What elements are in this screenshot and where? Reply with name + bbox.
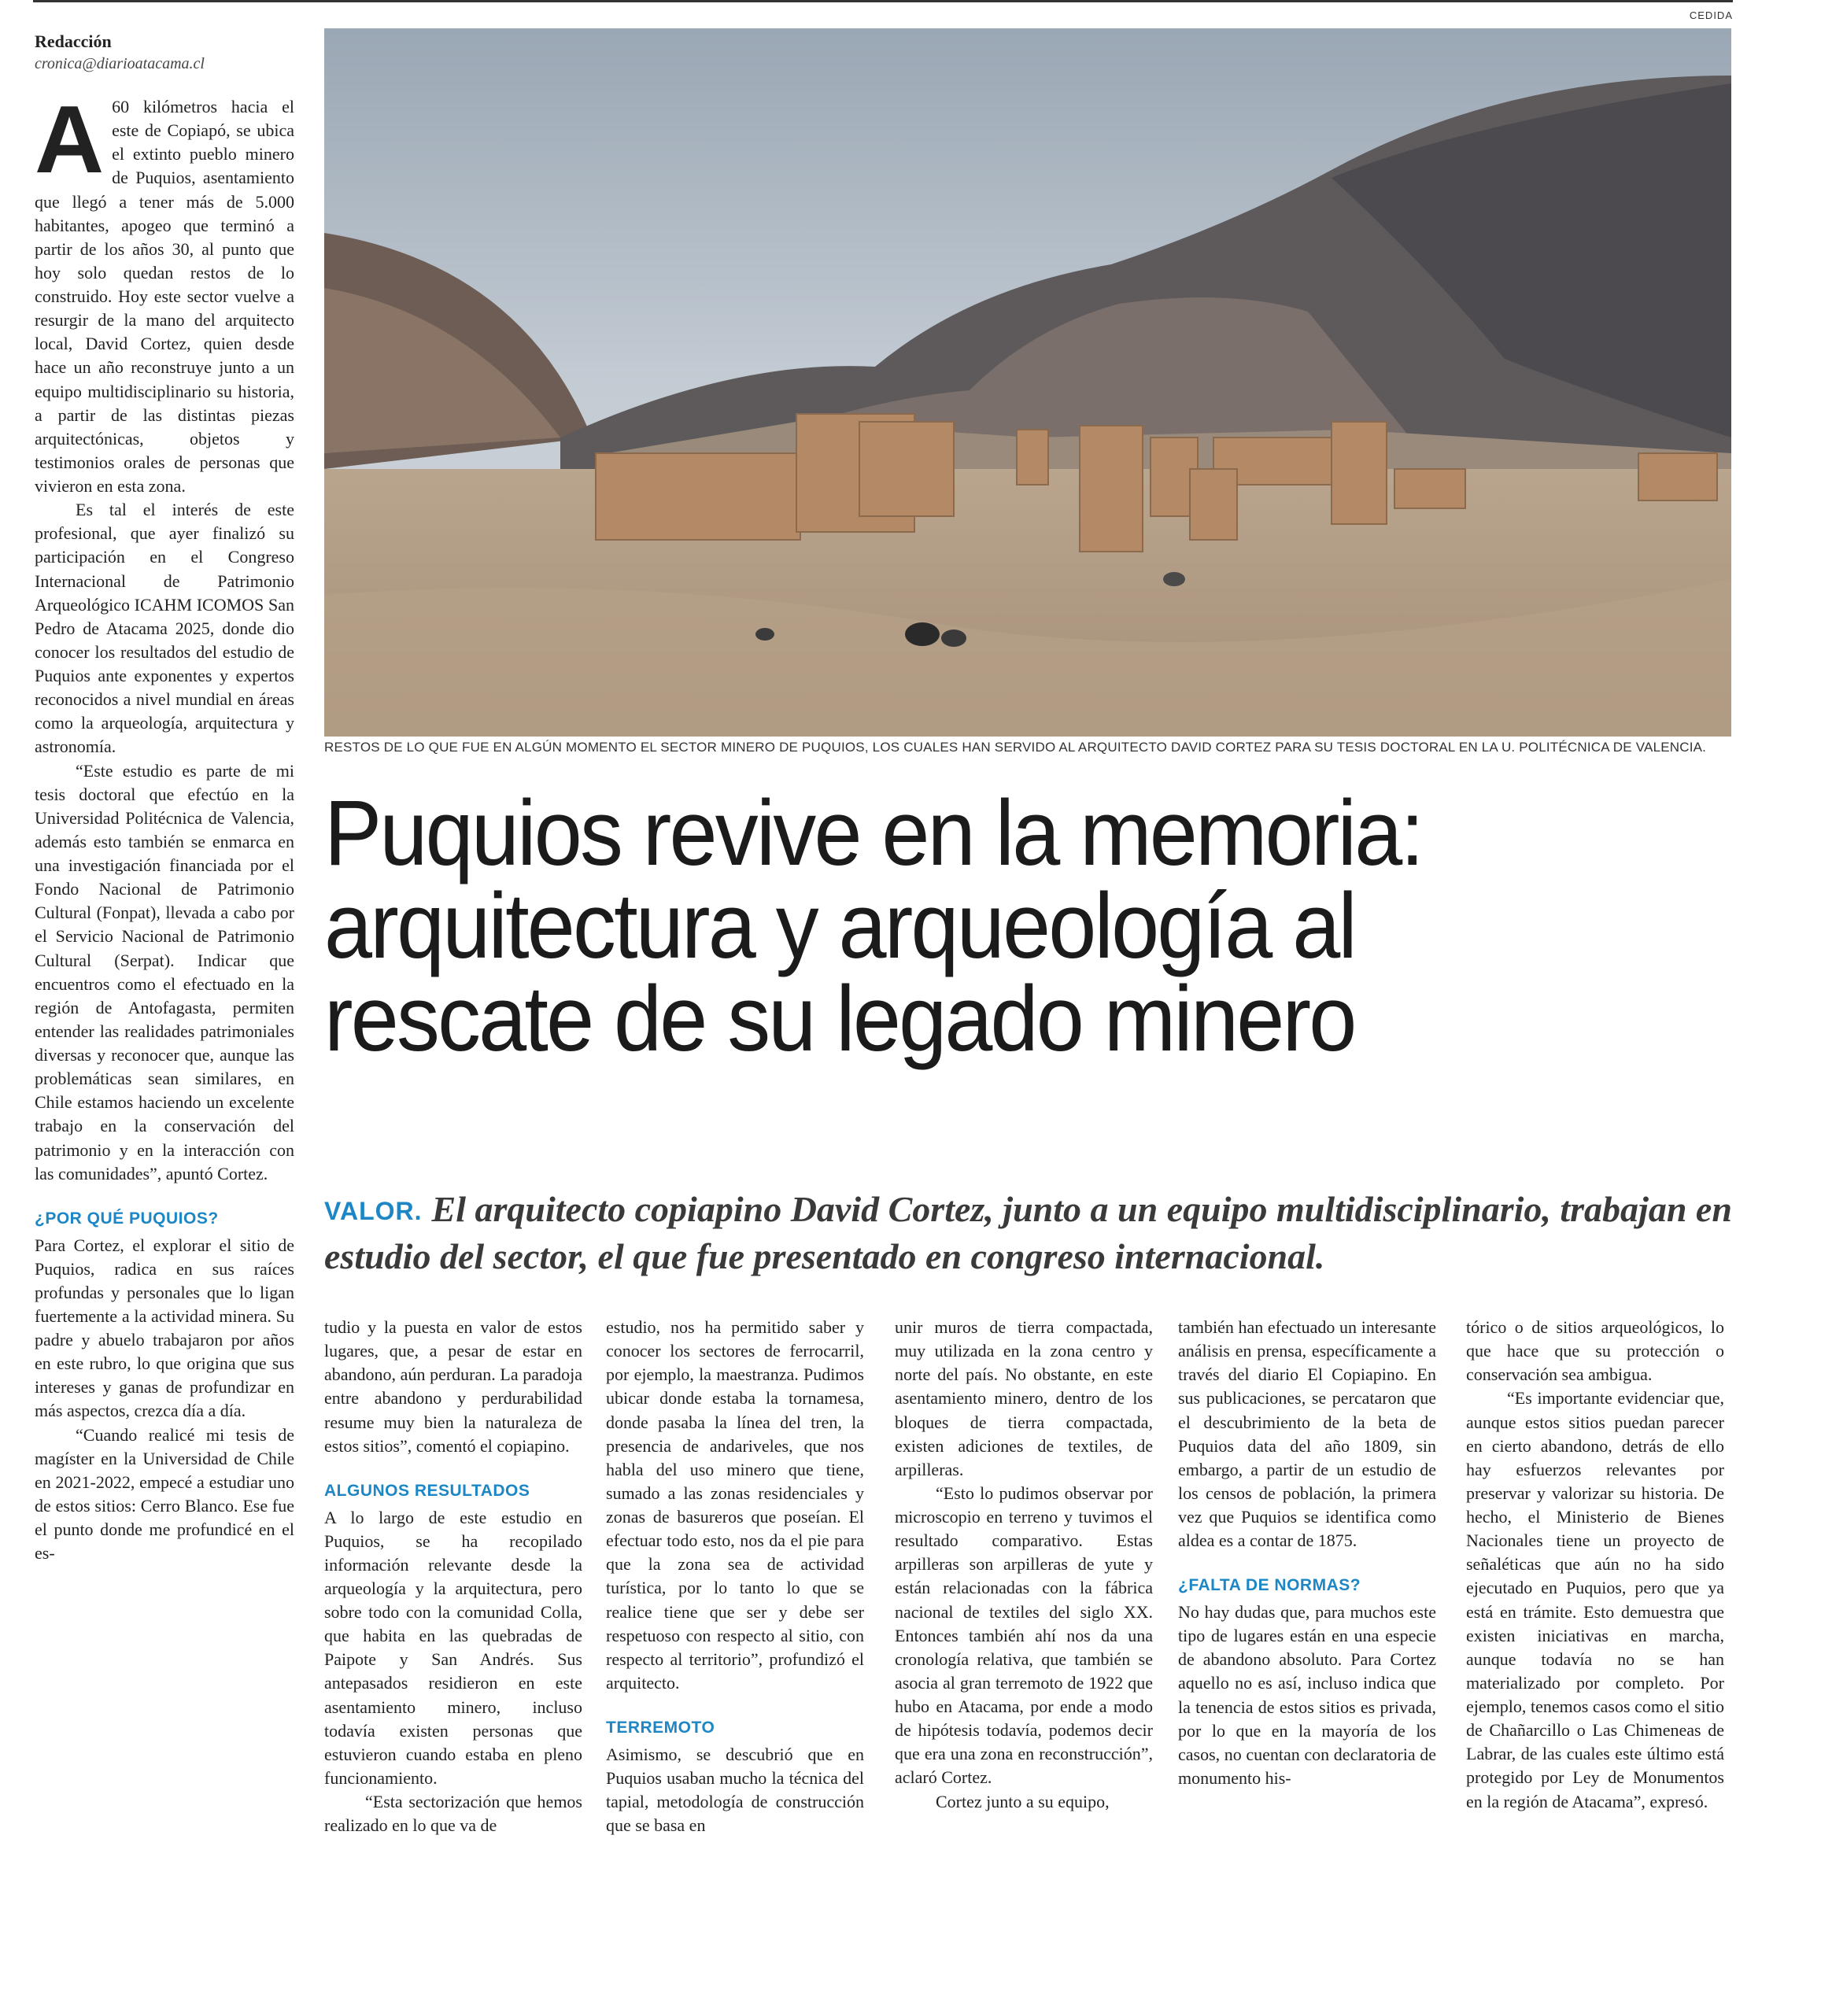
- subhead-por-que-puquios: ¿POR QUÉ PUQUIOS?: [35, 1209, 219, 1228]
- article-column-5: [1178, 1316, 1436, 1790]
- byline-author: Redacción: [35, 31, 112, 51]
- paragraph: Cortez junto a su equipo,: [936, 1791, 1110, 1811]
- paragraph: Asimismo, se descubrió que en Puquios usaban mucho la técnica del tapial, metodología de construcción que se basa en: [606, 1744, 864, 1836]
- subhead-algunos-resultados: ALGUNOS RESULTADOS: [324, 1481, 530, 1500]
- article-column-6: [1466, 1316, 1724, 1814]
- article-column-1: [35, 86, 294, 1565]
- paragraph: “Cuando realicé mi tesis de magíster en la Universidad de Chile en 2021-2022, empecé a estudiar uno de estos sitios: Cerro Blanco. Ese fue el punto donde me profundicé en el es-: [35, 1424, 294, 1564]
- byline-email[interactable]: cronica@diarioatacama.cl: [35, 55, 205, 72]
- paragraph: estudio, nos ha permitido saber y conocer los sectores de ferrocarril, por ejemplo, la maestranza. Pudimos ubicar donde estaba la tornamesa, donde pasaba la línea del tren, la presencia de andariveles, que nos habla del uso minero que tiene, sumado a las zonas residenciales y zonas de basureros que poseían. El efectuar todo esto, nos da el pie para que la zona sea de actividad turística, por lo tanto lo que se realice tiene que ser y debe ser respetuoso con respecto al sitio, con respecto al territorio”, profundizó el arquitecto.: [606, 1317, 864, 1693]
- lead-paragraph: [35, 86, 294, 498]
- headline-line-3: rescate de su legado minero: [324, 967, 1355, 1071]
- article-column-3: [606, 1316, 864, 1837]
- paragraph: “Esta sectorización que hemos realizado en lo que va de: [324, 1792, 582, 1836]
- deck-text: El arquitecto copiapino David Cortez, junto a un equipo multidisciplinario, trabajan en estudio del sector, el que fue presentado en congreso internacional.: [324, 1189, 1732, 1276]
- headline-line-2: arquitectura y arqueología al: [324, 874, 1356, 978]
- article-column-2: [324, 1316, 582, 1837]
- drop-cap: A: [35, 86, 105, 193]
- paragraph: tudio y la puesta en valor de estos lugares, que, a pesar de estar en abandono, aún perduran. La paradoja entre abandono y perdurabilidad resume muy bien la naturaleza de estos sitios”, comentó el copiapino.: [324, 1317, 582, 1456]
- lead-text: 60 kilómetros hacia el este de Copiapó, se ubica el extinto pueblo minero de Puquios, asentamiento que llegó a tener más de 5.000 habitantes, apogeo que terminó a partir de los años 30, al punto que hoy solo quedan restos de lo construido. Hoy este sector vuelve a resurgir de la mano del arquitecto local, David Cortez, quien desde hace un año reconstruye junto a un equipo multidisciplinario su historia, a partir de las distintas piezas arquitectónicas, objetos y testimonios orales de personas que vivieron en esta zona.: [35, 97, 294, 496]
- paragraph: unir muros de tierra compactada, muy utilizada en la zona centro y norte del país. No obstante, en este asentamiento minero, dentro de los bloques de tierra compactada, existen adiciones de textiles, de arpilleras.: [895, 1317, 1153, 1479]
- paragraph: “Este estudio es parte de mi tesis doctoral que efectúo en la Universidad Politécnica de Valencia, además esto también se enmarca en una investigación financiada por el Fondo Nacional de Patrimonio Cultural (Fonpat), llevada a cabo por el Servicio Nacional de Patrimonio Cultural (Serpat). Indicar que encuentros como el efectuado en la región de Antofagasta, permiten entender las realidades patrimoniales diversas y reconocer que, aunque las problemáticas sean similares, en Chile estamos haciendo un excelente trabajo en la conservación del patrimonio y en la interacción con las comunidades”, apuntó Cortez.: [35, 760, 294, 1183]
- photo-credit: CEDIDA: [1689, 9, 1733, 21]
- paragraph: Para Cortez, el explorar el sitio de Puquios, radica en sus raíces profundas y personales que lo ligan fuertemente a la actividad minera. Su padre y abuelo trabajaron por años en este rubro, lo que origina que sus intereses y ganas de profundizar en más aspectos, crezca día a día.: [35, 1235, 294, 1421]
- left-column: [35, 31, 294, 1565]
- deck: [324, 1187, 1741, 1279]
- paragraph: también han efectuado un interesante análisis en prensa, específicamente a través del diario El Copiapino. En sus publicaciones, se percataron que el descubrimiento de la beta de Puquios data del año 1809, sin embargo, a partir de un estudio de los censos de población, la primera vez que Puquios se identifica como aldea es a contar de 1875.: [1178, 1317, 1436, 1551]
- subhead-terremoto: TERREMOTO: [606, 1719, 715, 1737]
- paragraph: A lo largo de este estudio en Puquios, se ha recopilado información relevante desde la arqueología y la arquitectura, pero sobre todo con la comunidad Colla, que habita en las quebradas de Paipote y San Andrés. Sus antepasados residieron en este asentamiento minero, incluso todavía existen personas que estuvieron cuando estaba en pleno funcionamiento.: [324, 1507, 582, 1788]
- paragraph: “Es importante evidenciar que, aunque estos sitios puedan parecer en cierto abandono, detrás de ello hay esfuerzos relevantes por preservar y valorizar su historia. De hecho, el Ministerio de Bienes Nacionales tiene un proyecto de señaléticas que aún no ha sido ejecutado en Puquios, pero que ya está en trámite. Esto demuestra que existen iniciativas en marcha, aunque todavía no se han materializado por completo. Por ejemplo, tenemos casos como el sitio de Chañarcillo o Las Chimeneas de Labrar, de las cuales este último está protegido por Ley de Monumentos en la región de Atacama”, expresó.: [1466, 1388, 1724, 1811]
- landscape-photo-icon: [324, 28, 1731, 737]
- photo-caption: RESTOS DE LO QUE FUE EN ALGÚN MOMENTO EL SECTOR MINERO DE PUQUIOS, LOS CUALES HAN SERVIDO AL ARQUITECTO DAVID CORTEZ PARA SU TESIS DOCTORAL EN LA U. POLITÉCNICA DE VALENCIA.: [324, 740, 1707, 755]
- paragraph: Es tal el interés de este profesional, que ayer finalizó su participación en el Congreso Internacional de Patrimonio Arqueológico ICAHM ICOMOS San Pedro de Atacama 2025, donde dio conocer los resultados del estudio de Puquios ante exponentes y expertos reconocidos a nivel mundial en áreas como la arqueología, arquitectura y astronomía.: [35, 500, 294, 757]
- article-photo: [324, 28, 1731, 737]
- headline-line-1: Puquios revive en la memoria:: [324, 781, 1423, 885]
- article-column-4: [895, 1316, 1153, 1814]
- top-rule: [33, 0, 1733, 2]
- paragraph: No hay dudas que, para muchos este tipo de lugares están en una especie de abandono absoluto. Para Cortez aquello no es así, incluso indica que la tenencia de estos sitios es privada, por lo que en la mayoría de los casos, no cuentan con declaratoria de monumento his-: [1178, 1602, 1436, 1788]
- paragraph: tórico o de sitios arqueológicos, lo que hace que su protección o conservación sea ambigua.: [1466, 1317, 1724, 1385]
- deck-label: VALOR.: [324, 1197, 423, 1225]
- paragraph: “Esto lo pudimos observar por microscopio en terreno y tuvimos el resultado comparativo. Estas arpilleras son arpilleras de yute y están relacionadas con la fábrica nacional de textiles del siglo XX. Entonces también ahí nos da una cronología relativa, que también se asocia al gran terremoto de 1922 que hubo en Atacama, por ende a modo de hipótesis todavía, podemos decir que era una zona en reconstrucción”, aclaró Cortez.: [895, 1482, 1153, 1788]
- subhead-falta-de-normas: ¿FALTA DE NORMAS?: [1178, 1576, 1361, 1595]
- headline: [324, 781, 1741, 1071]
